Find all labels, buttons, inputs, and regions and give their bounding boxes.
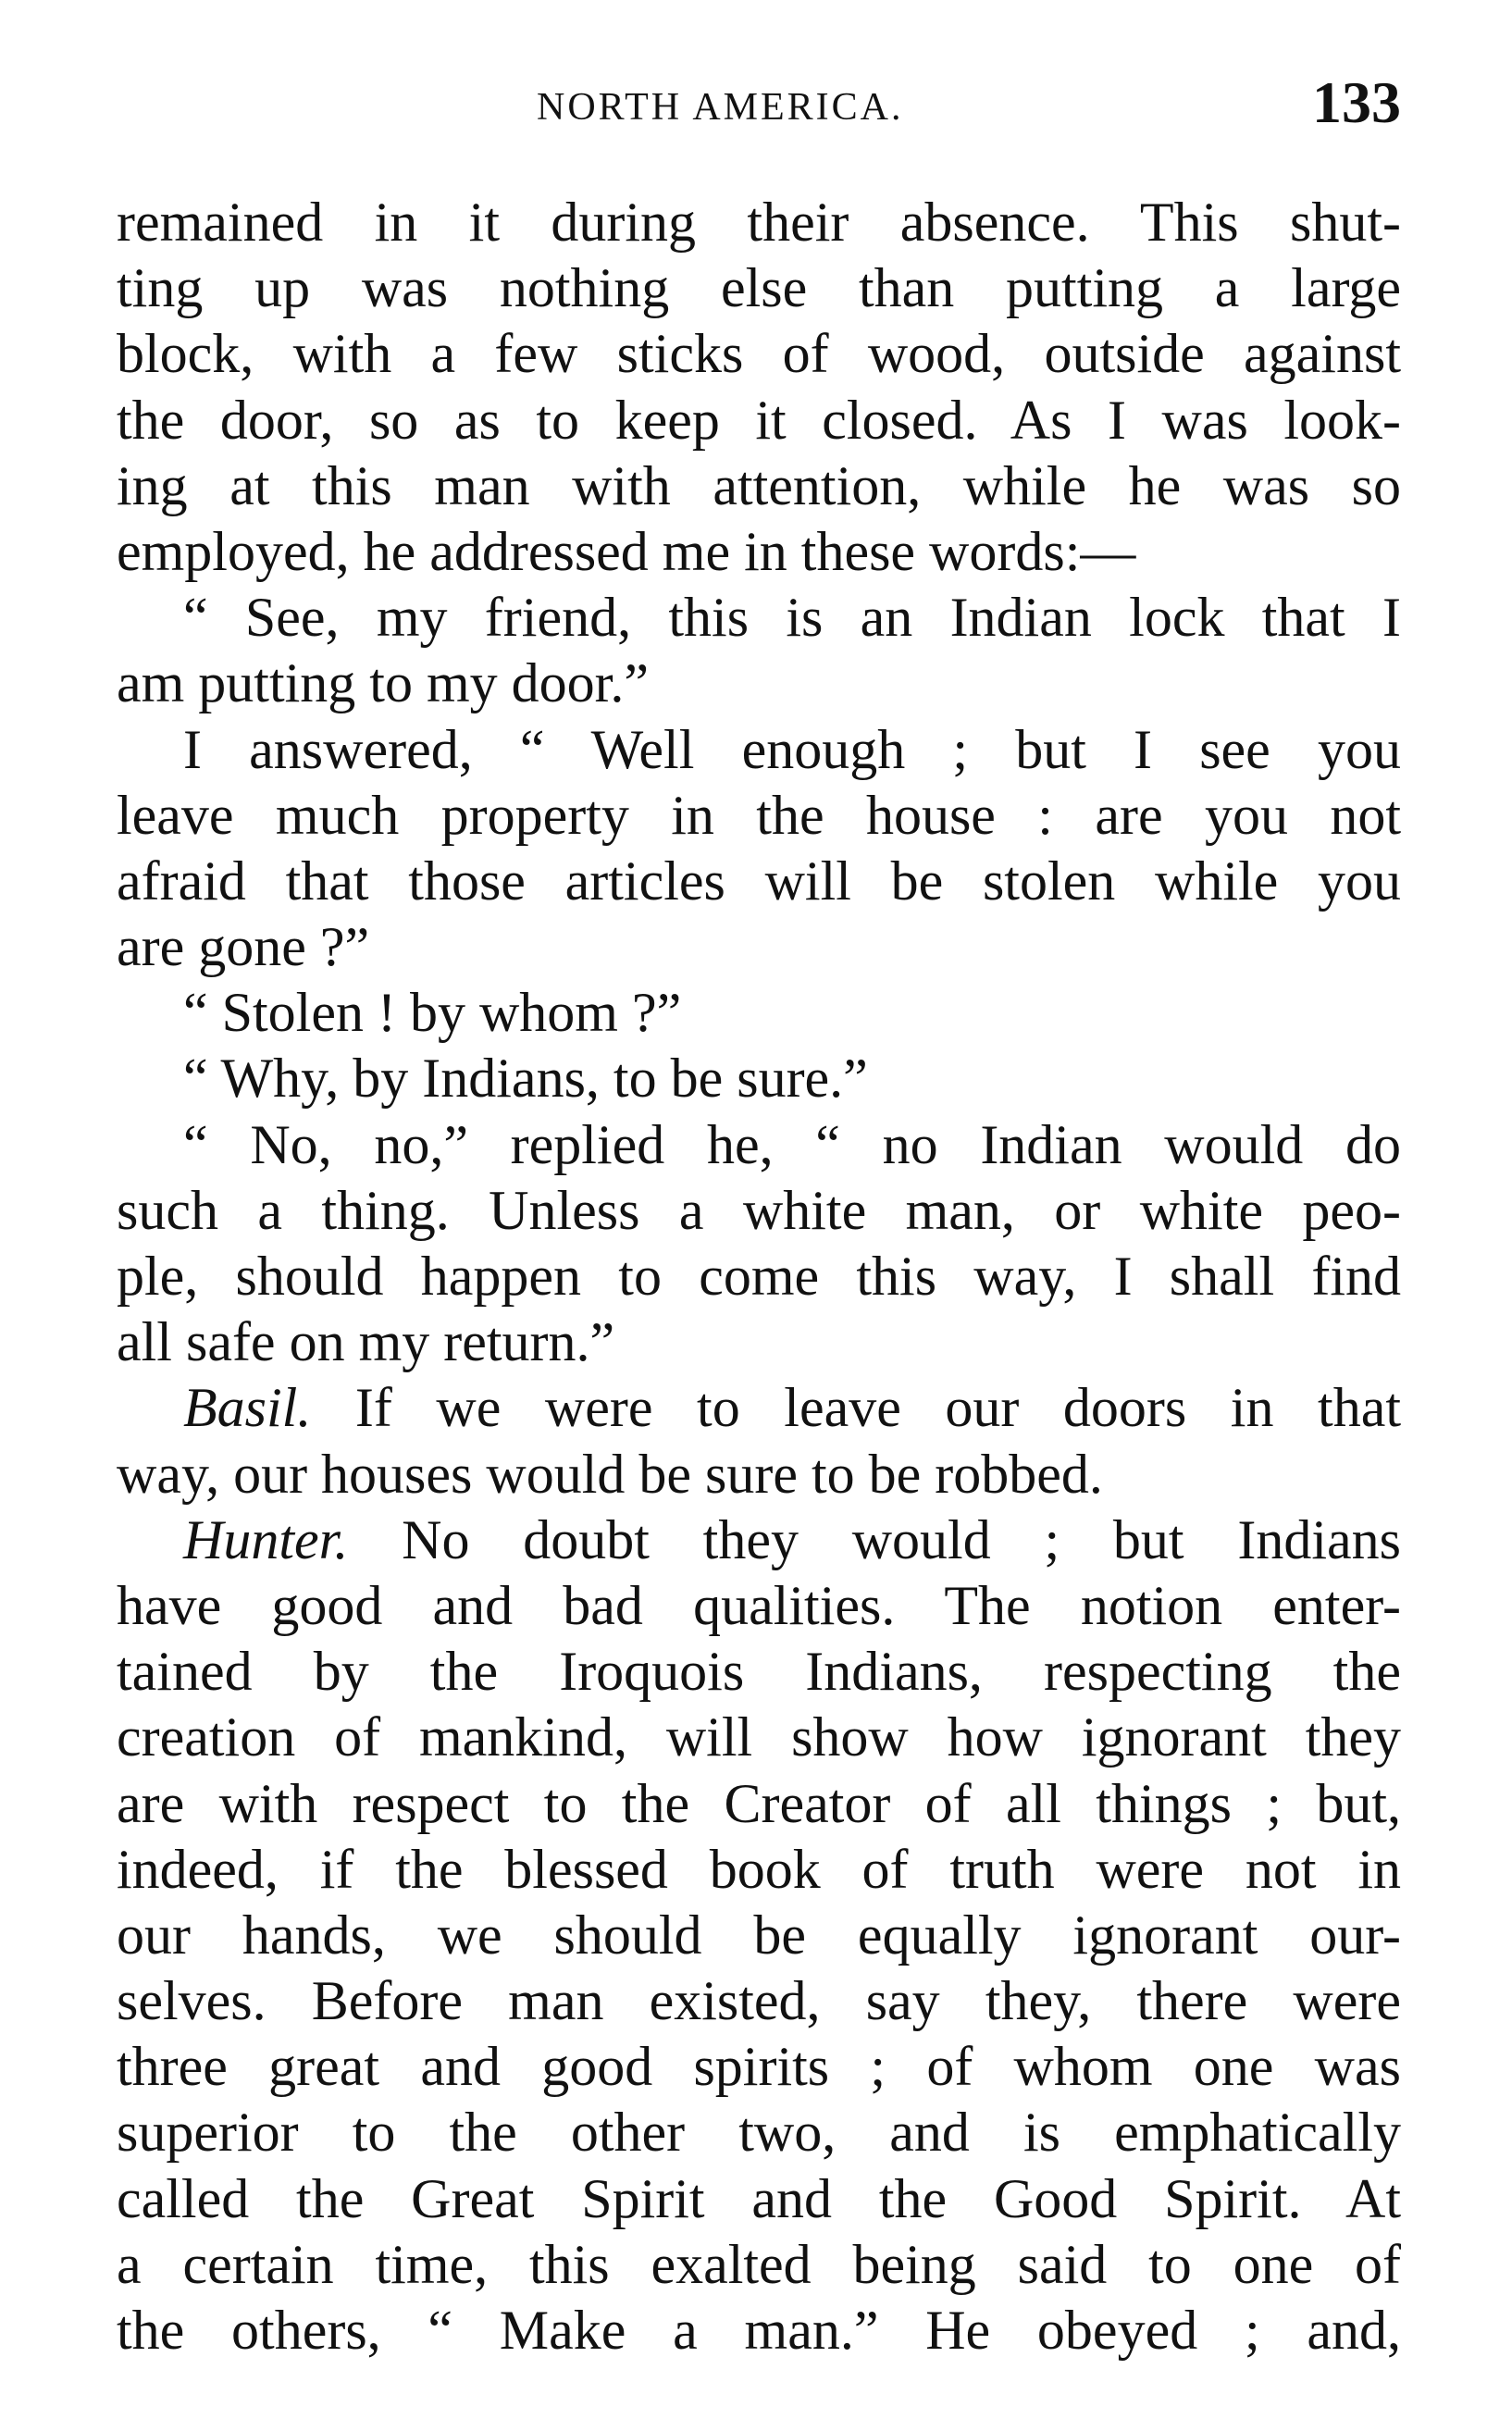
text-line bbox=[117, 1968, 1401, 2034]
line-text: superior to the other two, and is emphatically bbox=[117, 2102, 1401, 2164]
line-text: creation of mankind, will show how ignorant they bbox=[117, 1706, 1401, 1768]
text-line bbox=[117, 1639, 1401, 1705]
text-line bbox=[117, 2166, 1401, 2232]
line-text: way, our houses would be sure to be robbed. bbox=[117, 1443, 1103, 1505]
line-text: are with respect to the Creator of all things ; but, bbox=[117, 1772, 1401, 1834]
text-line bbox=[117, 849, 1401, 914]
text-line bbox=[117, 519, 1401, 585]
text-line bbox=[117, 1442, 1401, 1507]
line-text: remained in it during their absence. This shut- bbox=[117, 192, 1401, 253]
line-text: “ See, my friend, this is an Indian lock that I bbox=[183, 587, 1401, 649]
line-text: block, with a few sticks of wood, outside against bbox=[117, 323, 1401, 385]
text-line bbox=[117, 321, 1401, 387]
text-line bbox=[117, 651, 1401, 716]
line-text: have good and bad qualities. The notion enter- bbox=[117, 1574, 1401, 1636]
line-text: ple, should happen to come this way, I shall find bbox=[117, 1246, 1401, 1307]
line-text: afraid that those articles will be stolen while you bbox=[117, 850, 1401, 912]
text-line bbox=[117, 388, 1401, 453]
line-text: a certain time, this exalted being said to one of bbox=[117, 2233, 1401, 2295]
line-text: indeed, if the blessed book of truth were not in bbox=[117, 1838, 1401, 1900]
text-line bbox=[117, 255, 1401, 321]
text-line bbox=[117, 1903, 1401, 1968]
text-line bbox=[117, 1573, 1401, 1639]
line-text: am putting to my door.” bbox=[117, 652, 649, 714]
text-line bbox=[117, 585, 1401, 651]
line-text: ting up was nothing else than putting a large bbox=[117, 257, 1401, 319]
line-text: called the Great Spirit and the Good Spirit. At bbox=[117, 2167, 1401, 2229]
speaker-name: Hunter. bbox=[183, 1508, 349, 1570]
text-line bbox=[117, 190, 1401, 255]
text-line bbox=[117, 1178, 1401, 1244]
text-line bbox=[117, 2232, 1401, 2298]
line-text: three great and good spirits ; of whom one was bbox=[117, 2036, 1401, 2098]
line-text: selves. Before man existed, say they, there were bbox=[117, 1970, 1401, 2032]
text-line bbox=[117, 717, 1401, 783]
body-text bbox=[117, 190, 1401, 2363]
text-line bbox=[117, 1112, 1401, 1178]
line-text: leave much property in the house : are you not bbox=[117, 784, 1401, 846]
text-line bbox=[117, 2298, 1401, 2363]
line-text: the door, so as to keep it closed. As I was look- bbox=[117, 389, 1401, 451]
page-number: 133 bbox=[1312, 69, 1401, 135]
line-text: “ No, no,” replied he, “ no Indian would do bbox=[183, 1113, 1401, 1175]
text-line bbox=[117, 2034, 1401, 2100]
text-line bbox=[117, 1375, 1401, 1441]
line-text: ing at this man with attention, while he was so bbox=[117, 454, 1401, 516]
text-line bbox=[117, 783, 1401, 849]
line-text: I answered, “ Well enough ; but I see you bbox=[183, 718, 1401, 780]
line-text: employed, he addressed me in these words:— bbox=[117, 520, 1136, 582]
running-head: NORTH AMERICA. bbox=[537, 86, 904, 129]
text-line bbox=[117, 914, 1401, 980]
text-line bbox=[117, 1244, 1401, 1309]
line-text: No doubt they would ; but Indians bbox=[348, 1508, 1401, 1570]
line-text: the others, “ Make a man.” He obeyed ; and, bbox=[117, 2300, 1401, 2361]
line-text: If we were to leave our doors in that bbox=[311, 1377, 1401, 1439]
text-line bbox=[117, 1309, 1401, 1375]
line-text: are gone ?” bbox=[117, 916, 370, 978]
text-line bbox=[117, 453, 1401, 519]
text-line bbox=[117, 1046, 1401, 1111]
line-text: such a thing. Unless a white man, or white peo- bbox=[117, 1179, 1401, 1241]
line-text: “ Stolen ! by whom ?” bbox=[183, 982, 682, 1044]
speaker-name: Basil. bbox=[183, 1377, 312, 1439]
line-text: all safe on my return.” bbox=[117, 1311, 615, 1373]
line-text: our hands, we should be equally ignorant our- bbox=[117, 1904, 1401, 1966]
text-line bbox=[117, 1705, 1401, 1770]
text-line bbox=[117, 2100, 1401, 2165]
text-line bbox=[117, 1507, 1401, 1573]
line-text: tained by the Iroquois Indians, respecting the bbox=[117, 1641, 1401, 1703]
text-line bbox=[117, 1771, 1401, 1837]
text-line bbox=[117, 980, 1401, 1046]
text-line bbox=[117, 1837, 1401, 1903]
line-text: “ Why, by Indians, to be sure.” bbox=[183, 1048, 868, 1110]
